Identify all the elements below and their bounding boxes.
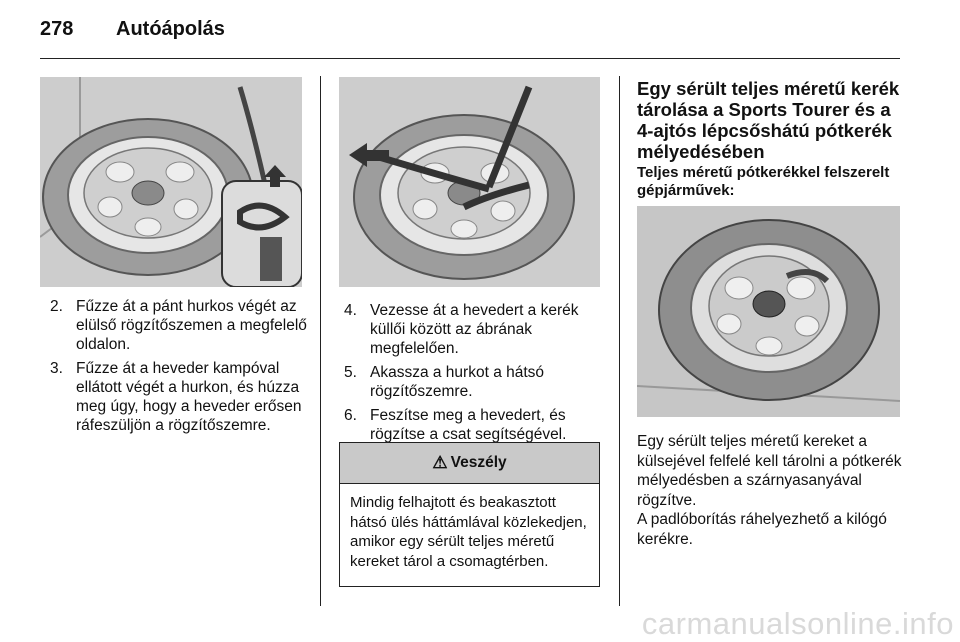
figure-strap-loop (40, 77, 302, 287)
column-divider-1 (320, 76, 321, 606)
column-divider-2 (619, 76, 620, 606)
steps-list-column1 (50, 297, 310, 440)
strap-routing-illustration (339, 77, 600, 287)
step-text: Feszítse meg a hevedert, és rögzítse a csat segítségével. (370, 407, 567, 443)
warning-triangle-icon: ⚠ (432, 453, 448, 472)
list-item (344, 301, 600, 358)
list-item (50, 297, 310, 354)
step-text: Akassza a hurkot a hátsó rögzítőszemre. (370, 364, 545, 400)
list-item (344, 406, 600, 444)
spare-wheel-illustration (40, 77, 302, 287)
step-text: Fűzze át a pánt hurkos végét az elülső rögzítőszemen a megfelelő oldalon. (76, 298, 307, 353)
step-number: 6. (344, 407, 357, 424)
step-number: 4. (344, 302, 357, 319)
section-subtitle: Teljes méretű pótkerékkel felszerelt gépjárművek: (637, 164, 890, 199)
page-number: 278 (40, 18, 74, 40)
paragraph-2: A padlóborítás ráhelyezhető a kilógó kerékre. (637, 511, 887, 548)
section-title: Egy sérült teljes méretű kerék tárolása a Sports Tourer és a 4-ajtós lépcsőshátú pótkerék mélyedésében (637, 78, 900, 162)
figure-strap-routing (339, 77, 600, 287)
warning-text: Mindig felhajtott és beakasztott hátsó ülés háttámlával közlekedjen, amikor egy sérült teljes méretű kereket tárol a csomagtérben. (350, 494, 587, 570)
list-item (50, 359, 310, 435)
watermark: carmanualsonline.info (641, 606, 954, 641)
steps-list-column2 (344, 301, 600, 449)
step-number: 3. (50, 360, 63, 377)
page-title: Autóápolás (116, 18, 225, 40)
warning-title: Veszély (450, 454, 507, 471)
figure-damaged-wheel-stored (637, 206, 900, 417)
warning-box (339, 442, 600, 587)
stored-wheel-illustration (637, 206, 900, 417)
step-text: Vezesse át a hevedert a kerék küllői között az ábrának megfelelően. (370, 302, 579, 357)
warning-header (340, 443, 599, 484)
paragraph-1: Egy sérült teljes méretű kereket a külsejével felfelé kell tárolni a pótkerék mélyedésben a szárnyasanyával rögzítve. (637, 433, 902, 509)
step-number: 2. (50, 298, 63, 315)
list-item (344, 363, 600, 401)
header-rule (40, 58, 900, 59)
step-number: 5. (344, 364, 357, 381)
step-text: Fűzze át a heveder kampóval ellátott végét a hurkon, és húzza meg úgy, hogy a heveder erősen ráfeszüljön a rögzítőszemre. (76, 360, 302, 434)
